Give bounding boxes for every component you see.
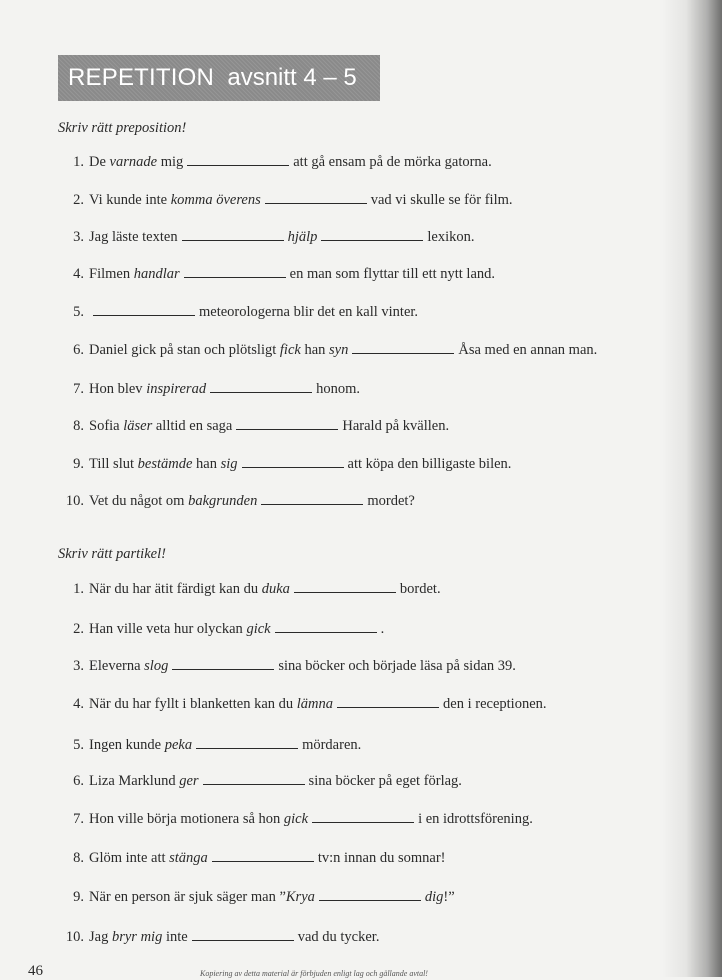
exercise-item: [58, 491, 415, 511]
item-text: mördaren.: [302, 737, 362, 753]
item-number: 2.: [73, 192, 84, 208]
item-number: 8.: [73, 850, 84, 866]
section-heading-preposition: Skriv rätt preposition!: [58, 120, 187, 136]
item-text: Eleverna: [89, 658, 145, 674]
item-text: han: [192, 456, 221, 472]
answer-blank[interactable]: [319, 888, 421, 901]
item-emphasis: peka: [164, 737, 193, 753]
item-text: Till slut: [89, 456, 138, 472]
item-text: mordet?: [367, 493, 415, 509]
item-text: Daniel gick på stan och plötsligt: [89, 342, 280, 358]
item-text: När du har fyllt i blanketten kan du: [89, 696, 297, 712]
answer-blank[interactable]: [265, 191, 367, 204]
answer-blank[interactable]: [212, 849, 314, 862]
item-number: 1.: [73, 154, 84, 170]
section-banner: [58, 55, 380, 101]
copyright-note: Kopiering av detta material är förbjuden enligt lag och gällande avtal!: [200, 969, 428, 978]
item-emphasis: ger: [179, 773, 199, 789]
answer-blank[interactable]: [337, 695, 439, 708]
item-text: en man som flyttar till ett nytt land.: [289, 266, 496, 282]
item-number: 6.: [73, 773, 84, 789]
item-text: bordet.: [399, 581, 441, 597]
answer-blank[interactable]: [275, 620, 377, 633]
answer-blank[interactable]: [184, 265, 286, 278]
item-emphasis: syn: [329, 342, 349, 358]
item-number: 8.: [73, 418, 84, 434]
item-number: 3.: [73, 658, 84, 674]
page-edge-shadow: [662, 0, 722, 977]
item-emphasis: inspirerad: [146, 381, 207, 397]
item-text: meteorologerna blir det en kall vinter.: [199, 304, 419, 320]
item-text: att köpa den billigaste bilen.: [347, 456, 512, 472]
exercise-item: [58, 454, 511, 474]
exercise-item: [58, 227, 475, 247]
item-text: sina böcker och började läsa på sidan 39.: [278, 658, 516, 674]
item-emphasis: sig: [220, 456, 238, 472]
item-text: Ingen kunde: [89, 737, 165, 753]
item-text: Åsa med en annan man.: [458, 342, 598, 358]
item-text: vad du tycker.: [297, 929, 380, 945]
answer-blank[interactable]: [182, 228, 284, 241]
exercise-item: [58, 848, 445, 868]
item-text: Liza Marklund: [89, 773, 180, 789]
exercise-item: [58, 152, 492, 172]
answer-blank[interactable]: [93, 303, 195, 316]
item-number: 1.: [73, 581, 84, 597]
item-text: honom.: [316, 381, 360, 397]
item-emphasis: duka: [261, 581, 290, 597]
item-emphasis: fick: [279, 342, 301, 358]
item-text: Filmen: [89, 266, 134, 282]
item-text: Glöm inte att: [89, 850, 170, 866]
item-emphasis: handlar: [133, 266, 180, 282]
answer-blank[interactable]: [210, 380, 312, 393]
exercise-item: [58, 190, 513, 210]
item-emphasis: läser: [123, 418, 153, 434]
answer-blank[interactable]: [261, 492, 363, 505]
item-number: 9.: [73, 889, 84, 905]
item-emphasis: lämna: [296, 696, 334, 712]
banner-subtitle: avsnitt 4 – 5: [227, 64, 357, 91]
exercise-item: [58, 927, 379, 947]
item-text: vad vi skulle se för film.: [370, 192, 513, 208]
exercise-item: [58, 887, 455, 907]
item-emphasis: bestämde: [137, 456, 193, 472]
answer-blank[interactable]: [236, 417, 338, 430]
item-text: Hon blev: [89, 381, 147, 397]
item-emphasis: varnade: [109, 154, 158, 170]
item-text: tv:n innan du somnar!: [317, 850, 446, 866]
exercise-item: [58, 771, 462, 791]
item-number: 4.: [73, 696, 84, 712]
section-heading-partikel: Skriv rätt partikel!: [58, 546, 166, 562]
answer-blank[interactable]: [294, 580, 396, 593]
item-number: 7.: [73, 811, 84, 827]
item-text: När du har ätit färdigt kan du: [89, 581, 262, 597]
item-number: 2.: [73, 621, 84, 637]
exercise-item: [58, 264, 495, 284]
item-emphasis: stänga: [169, 850, 208, 866]
item-emphasis: slog: [144, 658, 169, 674]
item-text: .: [380, 621, 385, 637]
item-text: De: [89, 154, 110, 170]
item-number: 3.: [73, 229, 84, 245]
item-emphasis: dig: [424, 889, 444, 905]
item-number: 5.: [73, 304, 84, 320]
item-text: !”: [443, 889, 455, 905]
item-text: sina böcker på eget förlag.: [308, 773, 462, 789]
item-number: 4.: [73, 266, 84, 282]
item-text: Harald på kvällen.: [342, 418, 450, 434]
item-text: mig: [157, 154, 184, 170]
item-text: Hon ville börja motionera så hon: [89, 811, 284, 827]
item-text: han: [300, 342, 330, 358]
answer-blank[interactable]: [203, 772, 305, 785]
item-emphasis: Krya: [285, 889, 315, 905]
item-text: i en idrottsförening.: [418, 811, 533, 827]
item-text: Sofia: [89, 418, 124, 434]
item-emphasis: komma överens: [170, 192, 261, 208]
exercise-item: [58, 379, 360, 399]
item-text: Han ville veta hur olyckan: [89, 621, 247, 637]
exercise-item: [58, 694, 547, 714]
item-number: 6.: [73, 342, 84, 358]
item-text: Vi kunde inte: [89, 192, 171, 208]
banner-title: REPETITION: [68, 64, 215, 91]
item-number: 10.: [65, 929, 84, 945]
exercise-item: [58, 340, 597, 360]
item-text: att gå ensam på de mörka gatorna.: [293, 154, 492, 170]
answer-blank[interactable]: [312, 810, 414, 823]
answer-blank[interactable]: [196, 736, 298, 749]
answer-blank[interactable]: [242, 455, 344, 468]
item-emphasis: bakgrunden: [188, 493, 258, 509]
exercise-item: [58, 302, 418, 322]
answer-blank[interactable]: [321, 228, 423, 241]
item-text: Jag: [89, 929, 112, 945]
answer-blank[interactable]: [352, 341, 454, 354]
exercise-item: [58, 579, 441, 599]
exercise-item: [58, 619, 384, 639]
item-text: Vet du något om: [89, 493, 189, 509]
exercise-item: [58, 735, 361, 755]
item-emphasis: hjälp: [287, 229, 318, 245]
exercise-item: [58, 809, 533, 829]
item-number: 10.: [65, 493, 84, 509]
item-number: 9.: [73, 456, 84, 472]
exercise-item: [58, 656, 516, 676]
item-text: Jag läste texten: [89, 229, 178, 245]
item-text: den i receptionen.: [443, 696, 547, 712]
page-number: 46: [28, 963, 43, 979]
item-text: lexikon.: [427, 229, 475, 245]
item-emphasis: gick: [283, 811, 309, 827]
item-number: 5.: [73, 737, 84, 753]
item-number: 7.: [73, 381, 84, 397]
item-emphasis: bryr mig: [111, 929, 163, 945]
item-text: alltid en saga: [152, 418, 233, 434]
item-text: inte: [162, 929, 188, 945]
answer-blank[interactable]: [172, 657, 274, 670]
item-emphasis: gick: [246, 621, 271, 637]
item-text: När en person är sjuk säger man ”: [89, 889, 286, 905]
answer-blank[interactable]: [192, 928, 294, 941]
answer-blank[interactable]: [187, 153, 289, 166]
exercise-item: [58, 416, 449, 436]
